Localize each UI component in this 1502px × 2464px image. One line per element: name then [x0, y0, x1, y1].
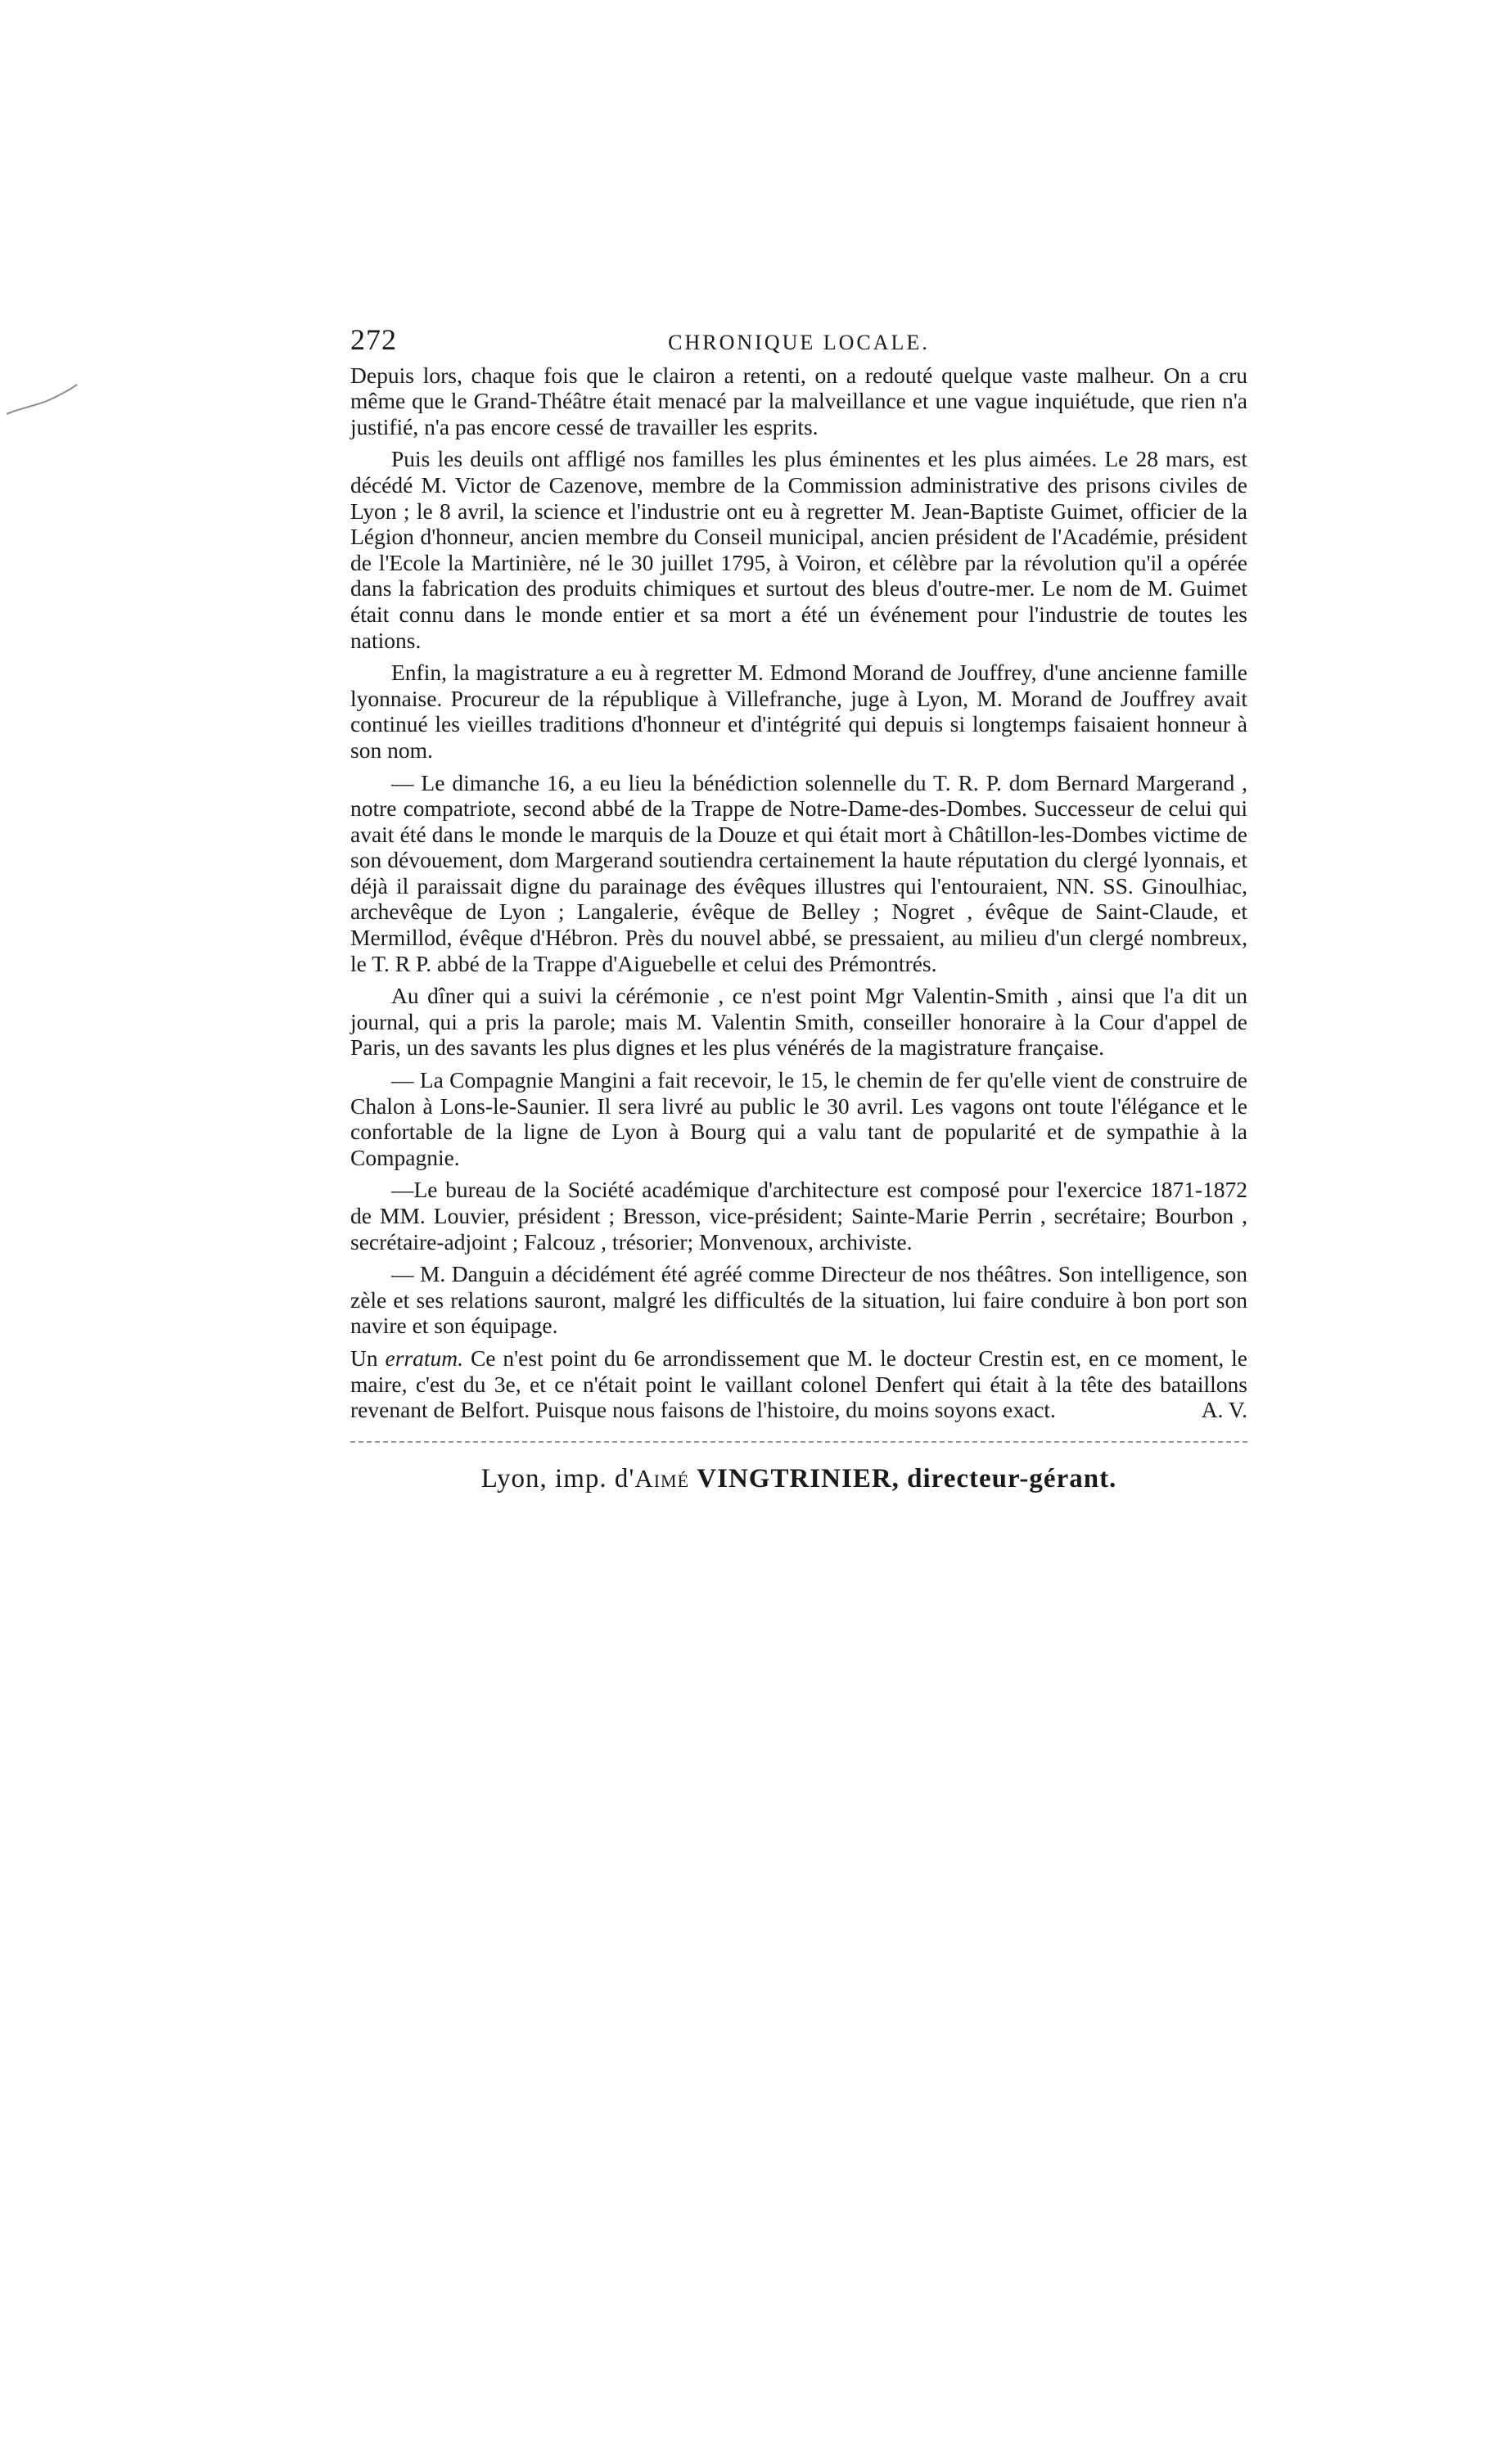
running-head: CHRONIQUE LOCALE. — [668, 331, 930, 354]
page-number: 272 — [350, 323, 397, 356]
paragraph-1: Depuis lors, chaque fois que le clairon a retenti, on a redouté quelque vaste malheur. On a cru même que le Grand-Théâtre était menacé par la malveillance et une vague inquiétude, que rien n'a justifié, n'a pas encore cessé de travailler les esprits. — [350, 362, 1247, 439]
document-page — [350, 323, 1247, 1493]
paragraph-7: —Le bureau de la Société académique d'architecture est composé pour l'exercice 1871-1872 de MM. Louvier, président ; Bresson, vice-président; Sainte-Marie Perrin , secrétaire; Bourbon , secrétaire-adjoint ; Falcouz , trésorier; Monvenoux, archiviste. — [350, 1177, 1247, 1255]
imprint-first-name: Aimé — [634, 1463, 690, 1493]
paragraph-8: — M. Danguin a décidément été agréé comme Directeur de nos théâtres. Son intelligence, son zèle et ses relations sauront, malgré les difficultés de la situation, lui faire conduire à bon port son navire et son équipage. — [350, 1261, 1247, 1339]
signature: A. V. — [1201, 1397, 1247, 1423]
paragraph-5: Au dîner qui a suivi la cérémonie , ce n'est point Mgr Valentin-Smith , ainsi que l'a dit un journal, qui a pris la parole; mais M. Valentin Smith, conseiller honoraire à la Cour d'appel de Paris, un des savants les plus dignes et les plus vénérés de la magistrature française. — [350, 983, 1247, 1061]
erratum-lead: Un — [350, 1345, 378, 1371]
erratum-text: Ce n'est point du 6e arrondissement que M. le docteur Crestin est, en ce moment, le maire, c'est du 3e, et ce n'était point le vaillant colonel Denfert qui était à la tête des bataillons revenant de Belfort. Puisque nous faisons de l'histoire, du moins soyons exact. — [350, 1345, 1247, 1423]
paragraph-4: — Le dimanche 16, a eu lieu la bénédiction solennelle du T. R. P. dom Bernard Margerand , notre compatriote, second abbé de la Trappe de Notre-Dame-des-Dombes. Successeur de celui qui avait été dans le monde le marquis de la Douze et qui était mort à Châtillon-les-Dombes victime de son dévouement, dom Margerand soutiendra certainement la haute réputation du clergé lyonnais, et déjà il paraissait digne du parainage des évêques illustres qui l'entouraient, NN. SS. Ginoulhiac, archevêque de Lyon ; Langalerie, évêque de Belley ; Nogret , évêque de Saint-Claude, et Mermillod, évêque d'Hébron. Près du nouvel abbé, se pressaient, au milieu d'un clergé nombreux, le T. R P. abbé de la Trappe d'Aiguebelle et celui des Prémontrés. — [350, 769, 1247, 976]
paragraph-6: — La Compagnie Mangini a fait recevoir, le 15, le chemin de fer qu'elle vient de construire de Chalon à Lons-le-Saunier. Il sera livré au public le 30 avril. Les vagons ont toute l'élégance et le confortable de la ligne de Lyon à Bourg qui a valu tant de popularité et de sympathie à la Compagnie. — [350, 1067, 1247, 1170]
erratum-italic: erratum. — [385, 1345, 464, 1371]
page-header — [350, 323, 1247, 356]
imprint-surname: VINGTRINIER, directeur-gérant. — [697, 1463, 1117, 1493]
paragraph-2: Puis les deuils ont affligé nos familles les plus éminentes et les plus aimées. Le 28 mars, est décédé M. Victor de Cazenove, membre de la Commission administrative des prisons civiles de Lyon ; le 8 avril, la science et l'industrie ont eu à regretter M. Jean-Baptiste Guimet, officier de la Légion d'honneur, ancien membre du Conseil municipal, ancien président de l'Académie, président de l'Ecole la Martinière, né le 30 juillet 1795, à Voiron, et célèbre par la révolution qu'il a opérée dans la fabrication des produits chimiques et surtout des bleus d'outre-mer. Le nom de M. Guimet était connu dans le monde entier et sa mort a été un événement pour l'industrie de toutes les nations. — [350, 446, 1247, 653]
divider-rule — [350, 1441, 1247, 1443]
erratum-paragraph — [350, 1345, 1247, 1423]
paragraph-3: Enfin, la magistrature a eu à regretter M. Edmond Morand de Jouffrey, d'une ancienne famille lyonnaise. Procureur de la république à Villefranche, juge à Lyon, M. Morand de Jouffrey avait continué les vieilles traditions d'honneur et d'intégrité qui depuis si longtemps faisaient honneur à son nom. — [350, 660, 1247, 763]
imprint-prefix: Lyon, imp. d' — [480, 1463, 635, 1493]
imprint-line — [350, 1463, 1247, 1493]
scan-stroke-mark — [5, 383, 79, 419]
